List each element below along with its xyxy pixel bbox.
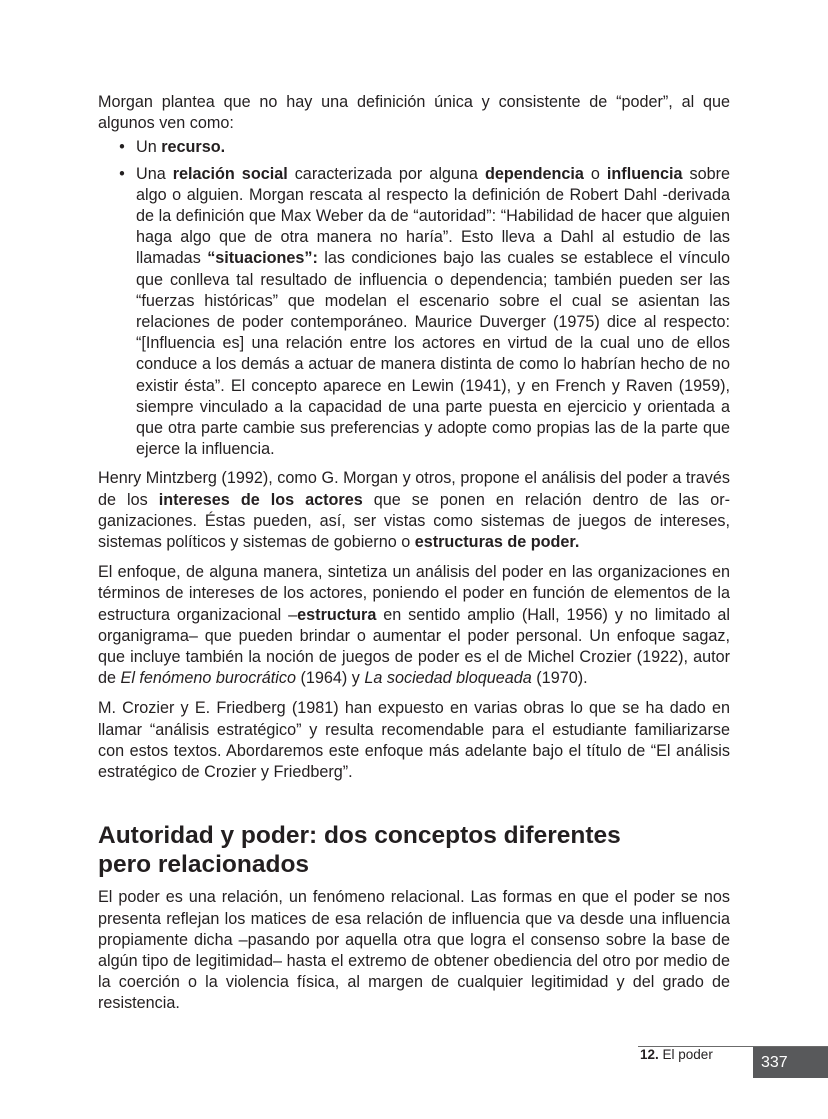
list-item-text: o	[583, 164, 607, 183]
chapter-title: El poder	[658, 1047, 713, 1062]
paragraph-enfoque	[98, 562, 730, 689]
bold-term-estructuras: estructuras de poder.	[414, 533, 580, 552]
page-number: 337	[753, 1047, 828, 1078]
bold-term-situaciones: “situaciones”:	[207, 249, 318, 268]
paragraph-text: en sentido amplio (Hall, 1956) y no limitado al organigrama– que pueden brindar o aumentar el poder personal. Un enfoque sagaz, que incluye también la noción de juegos de poder es el de Michel Crozier (1922), autor de	[98, 605, 730, 688]
page-footer	[0, 1042, 828, 1082]
list-item-text: caracterizada por alguna	[287, 164, 485, 183]
paragraph-text: Henry Mintzberg (1992), como G. Morgan y otros, propone el análisis del poder a través de los	[98, 469, 730, 509]
paragraph-crozier: M. Crozier y E. Friedberg (1981) han expuesto en varias obras lo que se ha dado en llamar “análisis estratégico” y resulta recomendable para el estudiante familiarizarse con estos textos. Abordaremos este enfoque más adelante bajo el título de “El análisis estratégico de Crozier y Friedberg”.	[98, 699, 730, 782]
running-footer	[640, 1047, 748, 1063]
bullet-marker: •	[119, 138, 125, 157]
page-body	[98, 92, 730, 1024]
bold-term-relacion-social: relación social	[172, 164, 288, 183]
heading-line-2: pero relacionados	[98, 851, 310, 879]
heading-line-1: Autoridad y poder: dos conceptos diferentes	[98, 822, 621, 850]
paragraph-text: que se ponen en relación dentro de las organizaciones. Éstas pueden, así, ser vistas como sistemas de juegos de intereses, sistemas políticos y sistemas de gobierno o	[98, 490, 730, 552]
bold-term-influencia: influencia	[606, 164, 683, 183]
bold-term-estructura: estructura	[297, 605, 377, 624]
paragraph-poder: El poder es una relación, un fenómeno relacional. Las formas en que el poder se nos presenta reflejan los matices de esa relación de influencia que va desde una influencia propiamente dicha –pasando por aquella otra que logra el consenso sobre la base de algún tipo de legitimidad– hasta el extremo de obtener obediencia del otro por medio de la coerción o la violencia física, al margen de cualquier legitimidad y del grado de resistencia.	[98, 888, 730, 1013]
list-item-text: Una	[136, 164, 173, 183]
list-item-text: Un	[136, 138, 162, 157]
chapter-number: 12.	[640, 1047, 659, 1062]
bold-term-dependencia: dependencia	[484, 164, 584, 183]
book-title-sociedad: La sociedad bloqueada	[364, 669, 532, 688]
list-item-text: sobre algo o alguien. Morgan rescata al respecto la definición de Robert Dahl -derivada de la definición que Max Weber da de “autoridad”: “Habilidad de hacer que alguien haga algo que de otra manera no haría”. Esto lleva a Dahl al estudio de las llamadas	[136, 164, 730, 268]
bold-term-intereses: intereses de los actores	[158, 490, 363, 509]
list-item-recurso	[116, 137, 730, 158]
bullet-marker: •	[119, 164, 125, 183]
list-item-text: las condiciones bajo las cuales se establece el vínculo que conlleva tal resultado de influencia o dependencia; también pueden ser las “fuerzas históricas” que modelan el escenario sobre el cual se asientan las relaciones de poder contemporáneo. Maurice Duverger (1975) dice al respecto: “[Influencia es] una relación entre los actores en virtud de la cual uno de ellos conduce a los demás a actuar de manera distinta de como lo habrían hecho de no existir ésta”. El concepto aparece en Lewin (1941), y en French y Raven (1959), siempre vinculado a la capacidad de una parte puesta en ejercicio y orientada a que otra parte cambie sus preferencias y adopte como propias las de la parte que ejerce la influencia.	[136, 249, 731, 459]
list-item-relacion-social	[116, 164, 730, 461]
definition-list	[98, 137, 730, 460]
section-heading	[98, 821, 730, 879]
paragraph-text: El enfoque, de alguna manera, sintetiza un análisis del poder en las organizaciones en términos de intereses de los actores, poniendo el poder en función de elementos de la estructura organizacional –	[98, 563, 730, 624]
paragraph-mintzberg	[98, 468, 730, 553]
book-title-fenomeno: El fenómeno burocrático	[120, 669, 296, 688]
paragraph-text: (1964) y	[295, 669, 365, 688]
intro-paragraph: Morgan plantea que no hay una definición única y consistente de “poder”, al que algunos ven como:	[98, 93, 730, 133]
bold-term-recurso: recurso.	[161, 138, 226, 157]
paragraph-text: (1970).	[531, 669, 588, 688]
